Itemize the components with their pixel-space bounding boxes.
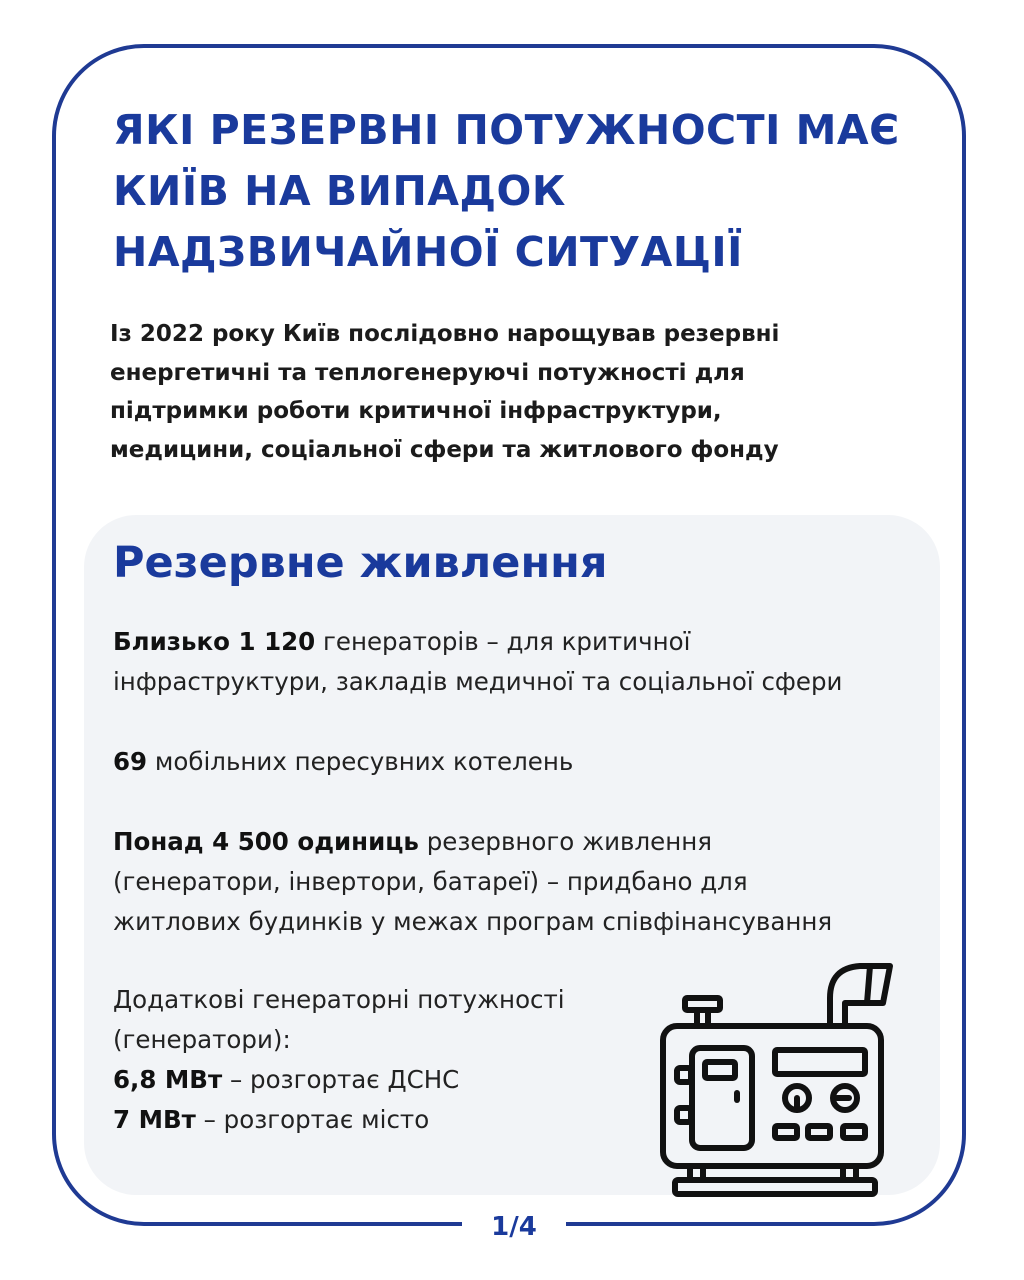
fact-value: Близько 1 120	[113, 627, 316, 656]
fact-text: резервного живлення	[418, 827, 713, 856]
page-indicator: 1/4	[491, 1212, 537, 1242]
fact-boilers	[113, 742, 933, 782]
fact-text: Додаткові генераторні потужності	[113, 985, 565, 1014]
page-title	[113, 100, 913, 283]
intro-text	[110, 315, 910, 469]
fact-text: – розгортає ДСНС	[222, 1065, 460, 1094]
intro-line: підтримки роботи критичної інфраструктури,	[110, 398, 722, 424]
intro-line: Із 2022 року Київ послідовно нарощував резервні	[110, 321, 780, 347]
fact-generators	[113, 622, 933, 702]
fact-backup-units	[113, 822, 933, 942]
fact-text: (генератори):	[113, 1025, 291, 1054]
fact-text: генераторів – для критичної	[315, 627, 691, 656]
fact-text: (генератори, інвертори, батареї) – придбано для	[113, 867, 748, 896]
section-heading: Резервне живлення	[113, 538, 608, 588]
title-line: НАДЗВИЧАЙНОЇ СИТУАЦІЇ	[113, 228, 743, 276]
intro-line: енергетичні та теплогенеруючі потужності для	[110, 359, 745, 386]
fact-value: 6,8 МВт	[113, 1065, 223, 1094]
fact-text: інфраструктури, закладів медичної та соціальної сфери	[113, 667, 843, 696]
fact-text: – розгортає місто	[195, 1105, 430, 1134]
title-line: ЯКІ РЕЗЕРВНІ ПОТУЖНОСТІ МАЄ	[113, 106, 900, 154]
title-line: КИЇВ НА ВИПАДОК	[113, 167, 566, 215]
fact-value: 69	[113, 747, 148, 776]
generator-icon	[655, 958, 900, 1198]
fact-value: Понад 4 500 одиниць	[113, 827, 419, 856]
intro-line: медицини, соціальної сфери та житлового фонду	[110, 436, 779, 463]
fact-text: житлових будинків у межах програм співфінансування	[113, 907, 833, 936]
fact-text: мобільних пересувних котелень	[147, 747, 574, 776]
fact-value: 7 МВт	[113, 1105, 196, 1134]
